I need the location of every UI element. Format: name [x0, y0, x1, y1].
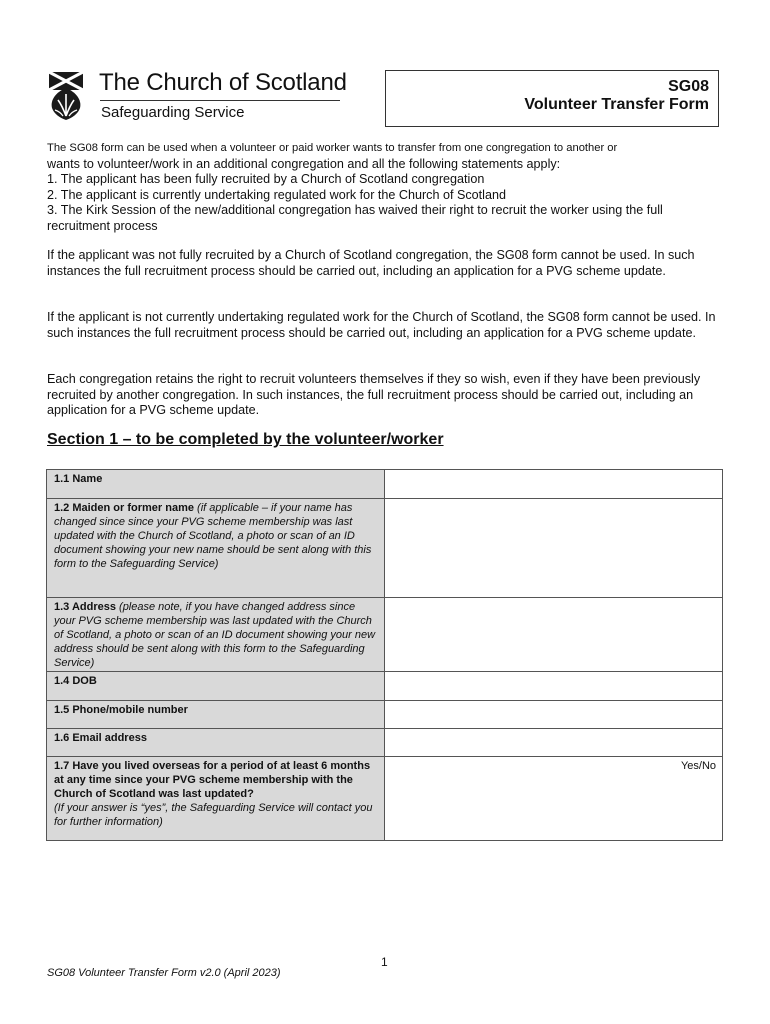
- former-name-field[interactable]: [385, 499, 723, 598]
- table-row: [47, 499, 723, 598]
- page-number: 1: [381, 955, 388, 969]
- condition-3: 3. The Kirk Session of the new/additional congregation has waived their right to recruit the worker using the full recruitment process: [47, 203, 663, 233]
- table-row: [47, 757, 723, 841]
- table-row: [47, 470, 723, 499]
- name-label-cell: [47, 470, 385, 499]
- former-name-note: (if applicable – if your name has changed since since your PVG scheme membership was last updated with the Church of Scotland, a photo or scan of an ID document showing your new name should be sent along with this form to the Safeguarding Service): [54, 502, 372, 570]
- paragraph-not-regulated-work: If the applicant is not currently undertaking regulated work for the Church of Scotland, the SG08 form cannot be used. In such instances the full recruitment process should be carried out, including an application for a PVG scheme update.: [47, 310, 716, 340]
- table-row: [47, 701, 723, 729]
- table-row: [47, 729, 723, 757]
- condition-2: 2. The applicant is currently undertaking regulated work for the Church of Scotland: [47, 187, 506, 202]
- condition-1: 1. The applicant has been fully recruited by a Church of Scotland congregation: [47, 172, 485, 186]
- email-label-cell: [47, 729, 385, 757]
- phone-label: 1.5 Phone/mobile number: [54, 704, 188, 716]
- overseas-label-cell: [47, 757, 385, 841]
- table-row: [47, 598, 723, 672]
- intro-line-2: wants to volunteer/work in an additional congregation and all the following statements apply:: [47, 156, 561, 171]
- phone-label-cell: [47, 701, 385, 729]
- dob-field[interactable]: [385, 672, 723, 701]
- name-label: 1.1 Name: [54, 473, 103, 485]
- email-label: 1.6 Email address: [54, 732, 147, 744]
- org-name: The Church of Scotland: [99, 69, 347, 96]
- church-of-scotland-logo: [46, 70, 356, 125]
- address-label-cell: [47, 598, 385, 672]
- table-row: [47, 672, 723, 701]
- paragraph-not-fully-recruited: If the applicant was not fully recruited by a Church of Scotland congregation, the SG08 form cannot be used. In such instances the full recruitment process should be carried out, including an application for a PVG scheme update.: [47, 248, 695, 278]
- service-name: Safeguarding Service: [101, 104, 245, 121]
- logo-divider: [100, 100, 340, 101]
- section-1-heading: Section 1 – to be completed by the volunteer/worker: [47, 431, 444, 448]
- email-field[interactable]: [385, 729, 723, 757]
- paragraph-right-to-recruit: Each congregation retains the right to recruit volunteers themselves if they so wish, even if they have been previously recruited by another congregation. In such instances, the full recruitment process should be carried out, including an application for a PVG scheme update.: [47, 372, 701, 417]
- overseas-answer-field[interactable]: Yes/No: [385, 757, 723, 841]
- address-label: 1.3 Address: [54, 601, 116, 613]
- former-name-label: 1.2 Maiden or former name: [54, 502, 194, 514]
- address-field[interactable]: [385, 598, 723, 672]
- dob-label: 1.4 DOB: [54, 675, 97, 687]
- burning-bush-emblem-icon: [46, 70, 86, 122]
- phone-field[interactable]: [385, 701, 723, 729]
- intro-line-1: The SG08 form can be used when a volunteer or paid worker wants to transfer from one congregation to another or: [47, 142, 618, 154]
- form-code: SG08: [668, 78, 709, 95]
- footer-version: SG08 Volunteer Transfer Form v2.0 (April 2023): [47, 967, 281, 979]
- address-note: (please note, if you have changed address since your PVG scheme membership was last updated with the Church of Scotland, a photo or scan of an ID document showing your new address should be sent along with this form to the Safeguarding Service): [54, 601, 376, 669]
- overseas-note: (If your answer is “yes”, the Safeguarding Service will contact you for further information): [54, 802, 373, 828]
- overseas-question: 1.7 Have you lived overseas for a period of at least 6 months at any time since your PVG scheme membership with the Church of Scotland was last updated?: [54, 760, 371, 800]
- former-name-label-cell: [47, 499, 385, 598]
- form-title: Volunteer Transfer Form: [524, 96, 709, 113]
- intro-text: [47, 141, 727, 234]
- volunteer-details-table: [46, 469, 723, 841]
- name-field[interactable]: [385, 470, 723, 499]
- dob-label-cell: [47, 672, 385, 701]
- form-title-box: [385, 70, 719, 127]
